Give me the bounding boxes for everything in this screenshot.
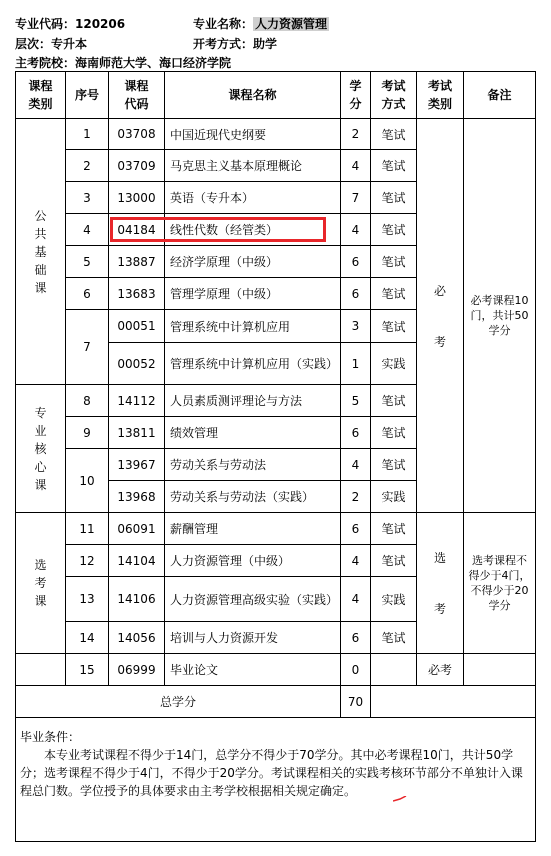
course-code: 00052 [109,343,165,385]
course-code: 14056 [109,622,165,654]
graduation-conditions [16,718,536,842]
credits: 5 [341,385,371,417]
seq: 2 [66,150,109,182]
exam-method: 笔试 [371,150,417,182]
footer-row [16,718,536,842]
course-code: 03708 [109,119,165,150]
required-char-2: 考 [433,334,446,349]
course-code: 13887 [109,246,165,278]
course-name: 线性代数（经管类） [165,214,341,246]
col-name: 课程名称 [165,72,341,119]
seq: 10 [66,449,109,513]
exam-method: 笔试 [371,385,417,417]
exam-type-elective [417,513,464,654]
course-table [15,71,536,842]
group-major: 专业核心课 [16,385,66,513]
seq: 4 [66,214,109,246]
credits: 4 [341,545,371,577]
highlight-box [110,217,326,242]
exam-method: 笔试 [371,119,417,150]
course-name: 经济学原理（中级） [165,246,341,278]
credits: 2 [341,481,371,513]
exam-method: 笔试 [371,449,417,481]
footer-title: 毕业条件： [20,730,81,744]
course-name: 绩效管理 [165,417,341,449]
course-name: 劳动关系与劳动法（实践） [165,481,341,513]
total-value: 70 [341,686,371,718]
table-header-row [16,72,536,119]
course-name: 管理学原理（中级） [165,278,341,310]
col-exam-type: 考试类别 [417,72,464,119]
seq: 8 [66,385,109,417]
course-code: 03709 [109,150,165,182]
exam-method: 笔试 [371,417,417,449]
exam-method: 笔试 [371,513,417,545]
col-method: 考试方式 [371,72,417,119]
major-name [193,15,329,32]
exam-method: 笔试 [371,214,417,246]
course-code: 13811 [109,417,165,449]
exam-method: 笔试 [371,278,417,310]
course-code: 14112 [109,385,165,417]
seq: 3 [66,182,109,214]
course-name: 马克思主义基本原理概论 [165,150,341,182]
course-name: 英语（专升本） [165,182,341,214]
seq: 6 [66,278,109,310]
remark-elective: 选考课程不得少于4门，不得少于20学分 [464,513,536,654]
table-row [16,119,536,150]
credits: 4 [341,449,371,481]
course-code: 14104 [109,545,165,577]
course-code: 13967 [109,449,165,481]
exam-method: 笔试 [371,246,417,278]
seq: 1 [66,119,109,150]
seq: 9 [66,417,109,449]
col-category: 课程类别 [16,72,66,119]
credits: 4 [341,150,371,182]
course-code: 13683 [109,278,165,310]
seq: 5 [66,246,109,278]
seq: 7 [66,310,109,385]
exam-mode: 开考方式：助学 [193,37,278,51]
exam-method: 实践 [371,481,417,513]
exam-method: 笔试 [371,310,417,343]
total-row [16,686,536,718]
major-name-value: 人力资源管理 [255,17,328,31]
seq: 14 [66,622,109,654]
course-name: 中国近现代史纲要 [165,119,341,150]
credits: 3 [341,310,371,343]
pen-mark-icon [393,796,407,802]
seq: 11 [66,513,109,545]
credits: 1 [341,343,371,385]
credits: 6 [341,246,371,278]
course-code: 13968 [109,481,165,513]
course-code: 00051 [109,310,165,343]
empty-cell [464,654,536,686]
credits: 0 [341,654,371,686]
exam-type-required [417,119,464,513]
elective-char-2: 考 [433,602,446,616]
course-name: 管理系统中计算机应用 [165,310,341,343]
course-name: 劳动关系与劳动法 [165,449,341,481]
group-public: 公共基础课 [16,119,66,385]
table-row [16,513,536,545]
col-seq: 序号 [66,72,109,119]
credits: 6 [341,513,371,545]
course-name: 薪酬管理 [165,513,341,545]
major-code: 专业代码：120206 [15,17,126,31]
required-char-1: 必 [433,283,446,298]
course-code: 13000 [109,182,165,214]
col-remark: 备注 [464,72,536,119]
group-elective: 选考课 [16,513,66,654]
course-name: 培训与人力资源开发 [165,622,341,654]
course-code: 06999 [109,654,165,686]
exam-method: 笔试 [371,182,417,214]
total-label: 总学分 [16,686,341,718]
credits: 6 [341,622,371,654]
exam-method: 实践 [371,577,417,622]
table-row [16,654,536,686]
credits: 2 [341,119,371,150]
exam-type-thesis: 必考 [417,654,464,686]
col-code: 课程代码 [109,72,165,119]
exam-method [371,654,417,686]
credits: 4 [341,214,371,246]
footer-text: 本专业考试课程不得少于14门，总学分不得少于70学分。其中必考课程10门，共计50学分；选考课程不得少于4门，不得少于20学分。考试课程相关的实践考核环节部分不单独计入课程总门数。学位授予的具体要求由主考学校根据相关规定确定。 [20,748,523,798]
course-name: 毕业论文 [165,654,341,686]
credits: 6 [341,417,371,449]
course-name: 人力资源管理（中级） [165,545,341,577]
seq: 13 [66,577,109,622]
host-school: 主考院校：海南师范大学、海口经济学院 [15,56,232,70]
credits: 6 [341,278,371,310]
elective-char-1: 选 [433,551,446,565]
seq: 12 [66,545,109,577]
credits: 7 [341,182,371,214]
major-name-label: 专业名称： [193,17,254,31]
course-name: 管理系统中计算机应用（实践） [165,343,341,385]
empty-cell [371,686,536,718]
course-name: 人员素质测评理论与方法 [165,385,341,417]
remark-required: 必考课程10门，共计50学分 [464,119,536,513]
exam-method: 笔试 [371,545,417,577]
col-credits: 学分 [341,72,371,119]
exam-method: 实践 [371,343,417,385]
empty-cell [16,654,66,686]
credits: 4 [341,577,371,622]
level: 层次：专升本 [15,37,88,51]
course-name: 人力资源管理高级实验（实践） [165,577,341,622]
course-code: 14106 [109,577,165,622]
course-code: 04184 [109,214,165,246]
seq: 15 [66,654,109,686]
exam-method: 笔试 [371,622,417,654]
course-code: 06091 [109,513,165,545]
